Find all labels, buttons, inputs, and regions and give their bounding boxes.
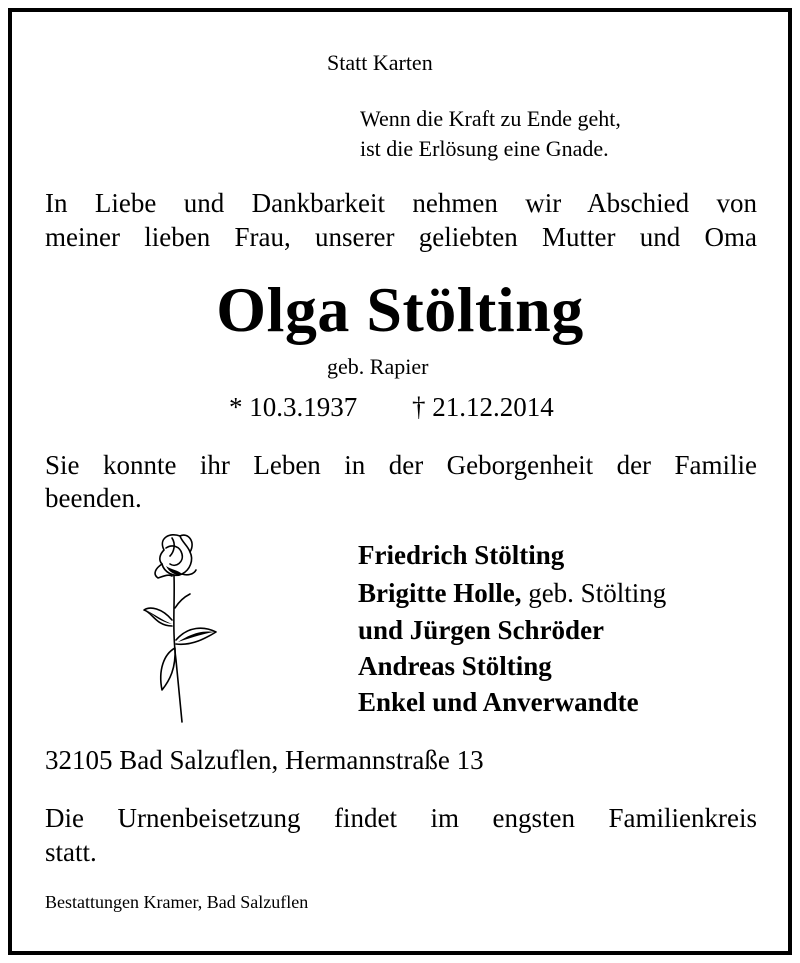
mourner-line-2-suffix: geb. Stölting bbox=[521, 578, 667, 608]
mourner-line-3: und Jürgen Schröder bbox=[358, 615, 605, 645]
mourner-line-2-name: Brigitte Holle, bbox=[358, 578, 522, 608]
birth-name: geb. Rapier bbox=[327, 354, 429, 379]
death-date: † 21.12.2014 bbox=[412, 392, 554, 422]
intro-line-1: In Liebe und Dankbarkeit nehmen wir Abschied von bbox=[45, 188, 757, 218]
quote-line-1: Wenn die Kraft zu Ende geht, bbox=[360, 106, 621, 131]
address: 32105 Bad Salzuflen, Hermannstraße 13 bbox=[45, 745, 484, 775]
burial-line-1: Die Urnenbeisetzung findet im engsten Familienkreis bbox=[45, 803, 757, 833]
birth-date: * 10.3.1937 bbox=[229, 392, 358, 422]
mourner-line-4: Andreas Stölting bbox=[358, 651, 552, 681]
tribute-line-2: beenden. bbox=[45, 483, 142, 513]
tribute-line-1: Sie konnte ihr Leben in der Geborgenheit der Familie bbox=[45, 450, 757, 480]
quote-line-2: ist die Erlösung eine Gnade. bbox=[360, 136, 609, 161]
mourner-line-1: Friedrich Stölting bbox=[358, 540, 565, 570]
rose-icon bbox=[142, 530, 228, 726]
mourner-line-5: Enkel und Anverwandte bbox=[358, 687, 639, 717]
mourner-line-2 bbox=[358, 580, 666, 607]
intro-line-2: meiner lieben Frau, unserer geliebten Mutter und Oma bbox=[45, 222, 757, 252]
deceased-name: Olga Stölting bbox=[216, 274, 584, 345]
burial-line-2: statt. bbox=[45, 837, 97, 867]
statt-karten-label: Statt Karten bbox=[327, 50, 433, 75]
undertaker: Bestattungen Kramer, Bad Salzuflen bbox=[45, 892, 309, 912]
